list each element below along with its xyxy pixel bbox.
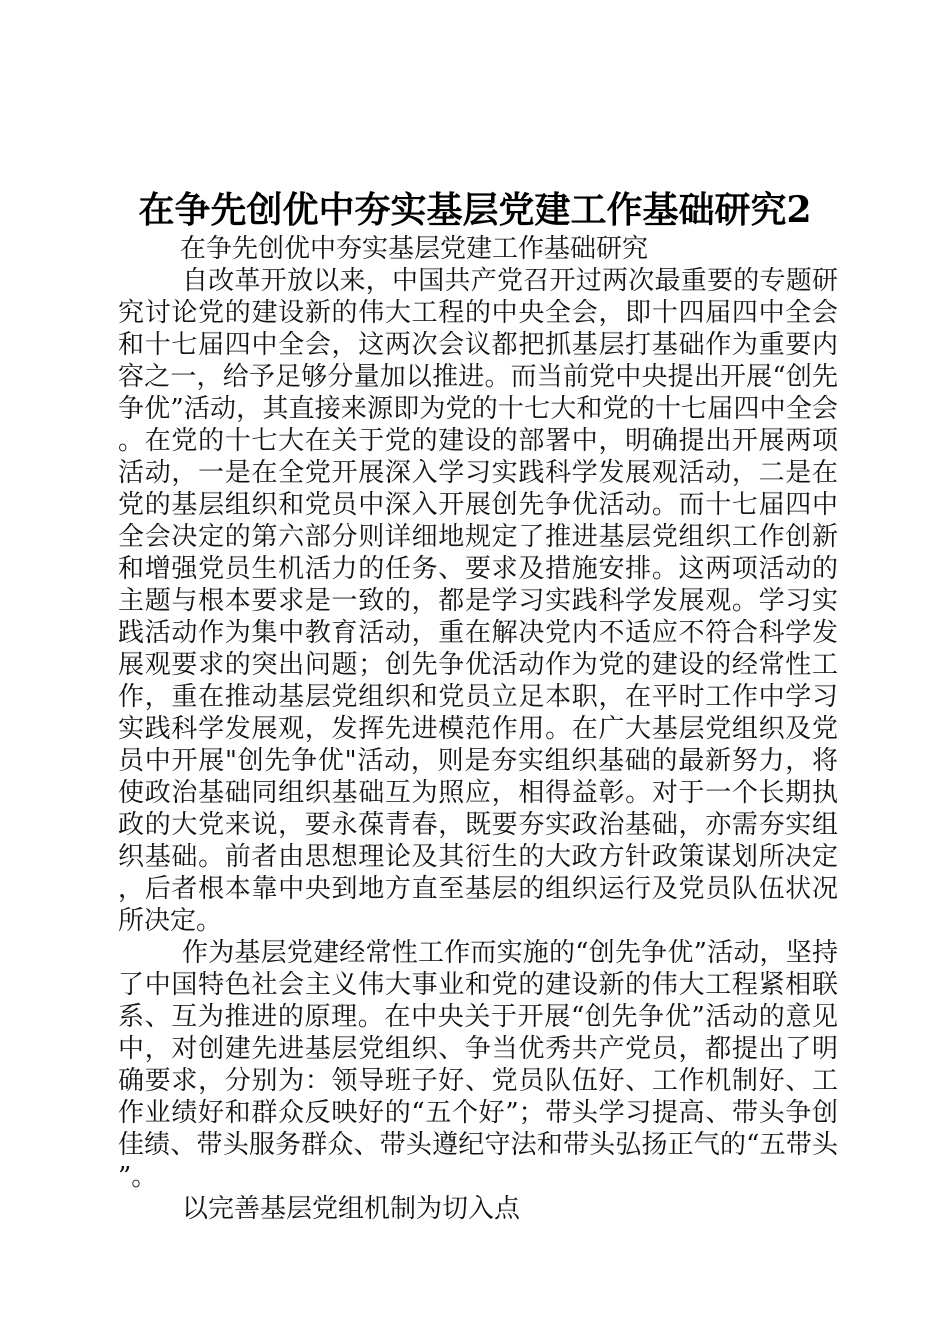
- document-subtitle: 在争先创优中夯实基层党建工作基础研究: [180, 234, 649, 264]
- body-paragraph: 自改革开放以来，中国共产党召开过两次最重要的专题研究讨论党的建设新的伟大工程的中央全会，即十四届四中全会和十七届四中全会，这两次会议都把抓基层打基础作为重要内容之一，给予足够分量加以推进。而当前党中央提出开展“创先争优”活动，其直接来源即为党的十七大和党的十七届四中全会。在党的十七大在关于党的建设的部署中，明确提出开展两项活动，一是在全党开展深入学习实践科学发展观活动，二是在党的基层组织和党员中深入开展创先争优活动。而十七届四中全会决定的第六部分则详细地规定了推进基层党组织工作创新和增强党员生机活力的任务、要求及措施安排。这两项活动的主题与根本要求是一致的，都是学习实践科学发展观。学习实践活动作为集中教育活动，重在解决党内不适应不符合科学发展观要求的突出问题；创先争优活动作为党的建设的经常性工作，重在推动基层党组织和党员立足本职，在平时工作中学习实践科学发展观，发挥先进模范作用。在广大基层党组织及党员中开展"创先争优"活动，则是夯实组织基础的最新努力，将使政治基础同组织基础互为照应，相得益彰。对于一个长期执政的大党来说，要永葆青春，既要夯实政治基础，亦需夯实组织基础。前者由思想理论及其衍生的大政方针政策谋划所决定，后者根本靠中央到地方直至基层的组织运行及党员队伍状况所决定。: [118, 266, 838, 936]
- document-body: [118, 233, 838, 1225]
- section-heading: 以完善基层党组机制为切入点: [182, 1194, 521, 1224]
- body-paragraph: 作为基层党建经常性工作而实施的“创先争优”活动，坚持了中国特色社会主义伟大事业和党的建设新的伟大工程紧相联系、互为推进的原理。在中央关于开展“创先争优”活动的意见中，对创建先进基层党组织、争当优秀共产党员，都提出了明确要求，分别为：领导班子好、党员队伍好、工作机制好、工作业绩好和群众反映好的“五个好”；带头学习提高、带头争创佳绩、带头服务群众、带头遵纪守法和带头弘扬正气的“五带头”。: [118, 938, 838, 1192]
- document-title: 在争先创优中夯实基层党建工作基础研究2: [138, 189, 812, 231]
